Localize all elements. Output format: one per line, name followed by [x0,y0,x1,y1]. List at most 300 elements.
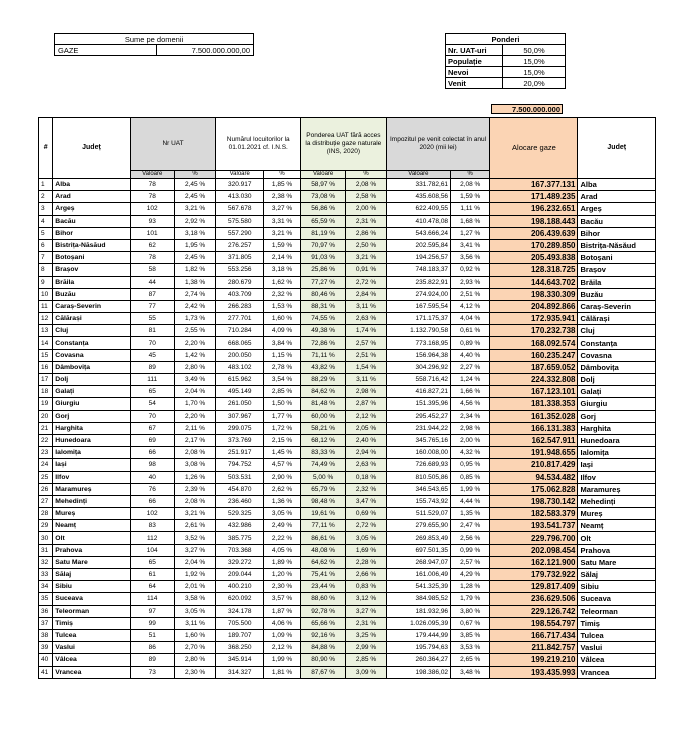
row-number: 1 [39,179,53,191]
row-uat-pct: 2,04 % [174,556,216,568]
row-uat-value: 114 [130,593,174,605]
row-uat-pct: 2,17 % [174,434,216,446]
row-pop-pct: 2,78 % [264,361,301,373]
row-income-value: 156.964,38 [386,349,450,361]
row-judet: Prahova [53,544,130,556]
row-number: 6 [39,239,53,251]
row-income-value: 279.655,90 [386,520,450,532]
table-row [39,337,656,349]
row-number: 7 [39,252,53,264]
row-number: 20 [39,410,53,422]
row-share-pct: 2,99 % [346,642,387,654]
row-income-pct: 3,56 % [451,252,490,264]
row-judet-right: Vaslui [578,642,656,654]
table-row [39,532,656,544]
weight-label: Nevoi [446,67,503,78]
row-pop-value: 324.178 [216,605,264,617]
row-judet: Bihor [53,227,130,239]
row-judet: Sălaj [53,569,130,581]
row-allocation: 172.935.941 [490,313,578,325]
row-pop-pct: 1,20 % [264,569,301,581]
weights-table [445,33,566,89]
row-number: 4 [39,215,53,227]
row-allocation: 210.817.429 [490,459,578,471]
row-number: 11 [39,300,53,312]
row-judet-right: Arad [578,191,656,203]
row-pop-value: 668.065 [216,337,264,349]
row-income-pct: 4,44 % [451,495,490,507]
row-share-value: 23,44 % [301,581,346,593]
row-allocation: 168.092.574 [490,337,578,349]
row-income-pct: 0,85 % [451,471,490,483]
row-allocation: 94.534.482 [490,471,578,483]
row-uat-value: 69 [130,434,174,446]
row-allocation: 199.219.210 [490,654,578,666]
table-row [39,581,656,593]
row-share-value: 84,62 % [301,386,346,398]
row-uat-pct: 1,26 % [174,471,216,483]
row-uat-value: 89 [130,654,174,666]
row-share-value: 77,11 % [301,520,346,532]
table-row [39,264,656,276]
row-income-pct: 1,28 % [451,581,490,593]
table-row [39,313,656,325]
row-judet: Sibiu [53,581,130,593]
row-share-pct: 1,69 % [346,544,387,556]
row-uat-pct: 2,74 % [174,288,216,300]
row-share-value: 58,97 % [301,179,346,191]
row-number: 35 [39,593,53,605]
sub-value: Valoare [130,171,174,179]
row-judet-right: Bistrița-Năsăud [578,239,656,251]
row-pop-value: 794.752 [216,459,264,471]
row-judet: Călărași [53,313,130,325]
row-number: 16 [39,361,53,373]
row-pop-value: 483.102 [216,361,264,373]
row-pop-value: 403.709 [216,288,264,300]
table-row [39,398,656,410]
row-share-value: 48,08 % [301,544,346,556]
table-row [39,654,656,666]
row-allocation: 211.842.757 [490,642,578,654]
row-income-pct: 2,34 % [451,410,490,422]
row-uat-value: 102 [130,508,174,520]
table-row [39,483,656,495]
row-uat-value: 93 [130,215,174,227]
row-judet-right: Bihor [578,227,656,239]
row-judet-right: Argeș [578,203,656,215]
row-judet-right: Vrancea [578,666,656,678]
row-pop-value: 495.149 [216,386,264,398]
row-uat-pct: 3,49 % [174,374,216,386]
row-income-value: 167.595,54 [386,300,450,312]
row-allocation: 198.330.309 [490,288,578,300]
row-share-pct: 2,31 % [346,215,387,227]
row-income-value: 195.794,63 [386,642,450,654]
row-number: 40 [39,654,53,666]
row-pop-pct: 2,22 % [264,532,301,544]
header-share: Ponderea UAT fără acces la distribuție gaze naturale (INS, 2020) [301,118,387,171]
table-row [39,288,656,300]
row-number: 12 [39,313,53,325]
row-pop-pct: 2,90 % [264,471,301,483]
row-judet-right: Iași [578,459,656,471]
row-allocation: 193.435.993 [490,666,578,678]
row-judet-right: Botoșani [578,252,656,264]
row-allocation: 161.352.028 [490,410,578,422]
row-pop-pct: 1,45 % [264,447,301,459]
row-income-pct: 3,85 % [451,629,490,641]
row-pop-value: 575.580 [216,215,264,227]
row-number: 14 [39,337,53,349]
row-income-pct: 3,48 % [451,666,490,678]
row-judet: Mureș [53,508,130,520]
row-uat-value: 77 [130,300,174,312]
row-pop-pct: 1,85 % [264,179,301,191]
sub-value: Valoare [301,171,346,179]
row-pop-pct: 1,87 % [264,605,301,617]
table-row [39,508,656,520]
row-allocation: 182.583.379 [490,508,578,520]
row-uat-value: 78 [130,252,174,264]
row-pop-value: 299.075 [216,422,264,434]
row-share-pct: 2,63 % [346,313,387,325]
row-pop-value: 371.805 [216,252,264,264]
row-judet-right: Harghita [578,422,656,434]
table-row [39,495,656,507]
header-judet-right: Județ [578,118,656,179]
row-allocation: 187.659.052 [490,361,578,373]
row-uat-pct: 2,45 % [174,191,216,203]
row-judet: Arad [53,191,130,203]
row-income-pct: 0,89 % [451,337,490,349]
row-pop-value: 266.283 [216,300,264,312]
row-judet-right: Vâlcea [578,654,656,666]
row-share-value: 49,38 % [301,325,346,337]
row-uat-pct: 2,80 % [174,361,216,373]
table-row [39,605,656,617]
row-share-pct: 3,11 % [346,300,387,312]
row-pop-value: 277.701 [216,313,264,325]
weights-title: Ponderi [446,34,566,45]
row-allocation: 128.318.725 [490,264,578,276]
row-pop-value: 413.030 [216,191,264,203]
row-income-pct: 0,92 % [451,264,490,276]
row-judet: Constanța [53,337,130,349]
row-number: 31 [39,544,53,556]
row-income-value: 748.183,37 [386,264,450,276]
row-uat-value: 111 [130,374,174,386]
row-income-value: 231.944,22 [386,422,450,434]
row-share-pct: 2,86 % [346,227,387,239]
row-share-pct: 2,98 % [346,386,387,398]
row-pop-pct: 1,62 % [264,276,301,288]
row-share-pct: 0,69 % [346,508,387,520]
row-judet: Neamț [53,520,130,532]
row-share-pct: 2,72 % [346,520,387,532]
table-row [39,374,656,386]
row-income-value: 179.444,99 [386,629,450,641]
row-income-value: 773.168,95 [386,337,450,349]
row-income-value: 331.782,61 [386,179,450,191]
row-number: 39 [39,642,53,654]
row-share-value: 65,59 % [301,215,346,227]
row-income-pct: 4,12 % [451,300,490,312]
row-income-pct: 0,95 % [451,459,490,471]
row-income-pct: 4,40 % [451,349,490,361]
row-income-value: 181.932,96 [386,605,450,617]
row-judet-right: Bacău [578,215,656,227]
row-pop-pct: 3,18 % [264,264,301,276]
row-judet-right: Buzău [578,288,656,300]
row-income-pct: 1,35 % [451,508,490,520]
row-income-value: 269.853,49 [386,532,450,544]
sub-pct: % [174,171,216,179]
row-income-pct: 2,98 % [451,422,490,434]
row-income-pct: 2,93 % [451,276,490,288]
row-judet: Galați [53,386,130,398]
row-uat-value: 44 [130,276,174,288]
row-judet: Giurgiu [53,398,130,410]
row-pop-value: 373.769 [216,434,264,446]
row-income-pct: 4,04 % [451,313,490,325]
row-uat-value: 65 [130,556,174,568]
row-allocation: 171.489.235 [490,191,578,203]
row-pop-pct: 3,57 % [264,593,301,605]
row-uat-value: 61 [130,569,174,581]
row-income-value: 268.947,07 [386,556,450,568]
row-share-value: 80,90 % [301,654,346,666]
row-judet: Cluj [53,325,130,337]
row-number: 23 [39,447,53,459]
row-pop-pct: 1,59 % [264,239,301,251]
table-row [39,179,656,191]
row-pop-pct: 3,84 % [264,337,301,349]
row-pop-value: 307.967 [216,410,264,422]
row-allocation: 198.730.142 [490,495,578,507]
row-income-pct: 1,79 % [451,593,490,605]
table-row [39,593,656,605]
row-judet: Hunedoara [53,434,130,446]
table-row [39,252,656,264]
row-number: 21 [39,422,53,434]
row-judet-right: Teleorman [578,605,656,617]
row-judet: Tulcea [53,629,130,641]
row-income-pct: 1,99 % [451,483,490,495]
sub-pct: % [346,171,387,179]
row-share-value: 92,78 % [301,605,346,617]
row-share-pct: 2,84 % [346,288,387,300]
row-judet: Caraș-Severin [53,300,130,312]
row-uat-pct: 2,39 % [174,483,216,495]
row-income-value: 260.364,27 [386,654,450,666]
row-share-value: 73,08 % [301,191,346,203]
row-judet-right: Maramureș [578,483,656,495]
row-number: 22 [39,434,53,446]
row-uat-value: 76 [130,483,174,495]
row-pop-value: 329.272 [216,556,264,568]
row-number: 38 [39,629,53,641]
row-allocation: 129.817.409 [490,581,578,593]
row-income-value: 810.505,86 [386,471,450,483]
row-judet: Maramureș [53,483,130,495]
row-share-value: 65,79 % [301,483,346,495]
sub-value: Valoare [386,171,450,179]
row-uat-value: 102 [130,203,174,215]
row-uat-pct: 2,08 % [174,495,216,507]
row-income-value: 155.743,92 [386,495,450,507]
row-income-pct: 1,11 % [451,203,490,215]
row-judet-right: Tulcea [578,629,656,641]
row-income-pct: 4,32 % [451,447,490,459]
row-judet: Dâmbovița [53,361,130,373]
row-judet-right: Cluj [578,325,656,337]
row-pop-value: 320.917 [216,179,264,191]
row-share-pct: 3,11 % [346,374,387,386]
row-income-pct: 3,80 % [451,605,490,617]
table-row [39,666,656,678]
row-judet: Vâlcea [53,654,130,666]
table-row [39,447,656,459]
row-number: 30 [39,532,53,544]
row-allocation: 162.121.900 [490,556,578,568]
row-pop-value: 276.257 [216,239,264,251]
row-income-value: 194.256,57 [386,252,450,264]
row-share-pct: 2,00 % [346,203,387,215]
row-number: 3 [39,203,53,215]
row-uat-value: 104 [130,544,174,556]
header-nr-uat: Nr UAT [130,118,216,171]
row-judet-right: Ilfov [578,471,656,483]
row-pop-value: 529.325 [216,508,264,520]
row-pop-value: 261.050 [216,398,264,410]
row-pop-pct: 1,53 % [264,300,301,312]
row-judet-right: Giurgiu [578,398,656,410]
weight-label: Populație [446,56,503,67]
row-judet-right: Covasna [578,349,656,361]
table-row [39,227,656,239]
row-pop-pct: 2,30 % [264,581,301,593]
row-share-pct: 2,66 % [346,569,387,581]
row-allocation: 167.123.101 [490,386,578,398]
sub-value: Valoare [216,171,264,179]
row-number: 32 [39,556,53,568]
row-uat-pct: 3,21 % [174,508,216,520]
row-pop-value: 553.256 [216,264,264,276]
row-judet-right: Brașov [578,264,656,276]
table-row [39,434,656,446]
row-judet: Bacău [53,215,130,227]
row-number: 41 [39,666,53,678]
row-income-value: 410.478,08 [386,215,450,227]
row-pop-pct: 1,15 % [264,349,301,361]
row-uat-pct: 3,21 % [174,203,216,215]
row-uat-value: 83 [130,520,174,532]
row-income-value: 558.716,42 [386,374,450,386]
row-share-pct: 3,47 % [346,495,387,507]
table-row [39,629,656,641]
row-pop-pct: 1,60 % [264,313,301,325]
row-uat-value: 67 [130,422,174,434]
row-uat-pct: 3,58 % [174,593,216,605]
row-number: 15 [39,349,53,361]
table-row [39,361,656,373]
row-pop-pct: 2,14 % [264,252,301,264]
table-row [39,276,656,288]
table-row [39,215,656,227]
row-number: 9 [39,276,53,288]
row-uat-pct: 2,30 % [174,666,216,678]
row-allocation: 198.188.443 [490,215,578,227]
row-uat-pct: 2,45 % [174,179,216,191]
row-judet-right: Prahova [578,544,656,556]
row-number: 34 [39,581,53,593]
row-share-pct: 2,32 % [346,483,387,495]
row-pop-value: 236.460 [216,495,264,507]
row-allocation: 202.098.454 [490,544,578,556]
row-judet-right: Alba [578,179,656,191]
row-uat-value: 89 [130,361,174,373]
row-income-value: 346.543,65 [386,483,450,495]
header-population: Numărul locuitorilor la 01.01.2021 cf. I.N.S. [216,118,301,171]
row-number: 10 [39,288,53,300]
row-share-pct: 1,54 % [346,361,387,373]
table-row [39,191,656,203]
row-judet: Bistrița-Năsăud [53,239,130,251]
row-pop-pct: 1,81 % [264,666,301,678]
row-income-value: 274.924,00 [386,288,450,300]
row-judet: Ialomița [53,447,130,459]
row-income-value: 295.452,27 [386,410,450,422]
row-judet: Harghita [53,422,130,434]
table-row [39,556,656,568]
row-share-value: 77,27 % [301,276,346,288]
row-share-value: 80,46 % [301,288,346,300]
row-judet-right: Neamț [578,520,656,532]
row-income-pct: 2,65 % [451,654,490,666]
row-share-value: 60,00 % [301,410,346,422]
row-number: 18 [39,386,53,398]
row-income-pct: 2,00 % [451,434,490,446]
row-share-pct: 2,94 % [346,447,387,459]
row-share-value: 58,21 % [301,422,346,434]
table-row [39,617,656,629]
row-income-pct: 2,57 % [451,556,490,568]
row-share-pct: 2,85 % [346,654,387,666]
row-uat-pct: 2,20 % [174,337,216,349]
row-income-value: 345.765,16 [386,434,450,446]
row-pop-pct: 4,09 % [264,325,301,337]
row-judet-right: Galați [578,386,656,398]
row-allocation: 196.232.651 [490,203,578,215]
row-uat-value: 54 [130,398,174,410]
row-number: 24 [39,459,53,471]
summary-value: 7.500.000.000,00 [157,45,254,56]
row-judet-right: Sălaj [578,569,656,581]
row-income-pct: 1,27 % [451,227,490,239]
row-share-value: 56,86 % [301,203,346,215]
row-income-value: 511.529,07 [386,508,450,520]
row-income-value: 543.666,24 [386,227,450,239]
row-share-pct: 2,51 % [346,349,387,361]
row-uat-pct: 1,42 % [174,349,216,361]
row-judet: Vaslui [53,642,130,654]
total-allocation: 7.500.000.000 [491,104,563,114]
row-judet: Covasna [53,349,130,361]
row-allocation: 170.232.738 [490,325,578,337]
row-share-pct: 0,83 % [346,581,387,593]
row-pop-value: 615.962 [216,374,264,386]
